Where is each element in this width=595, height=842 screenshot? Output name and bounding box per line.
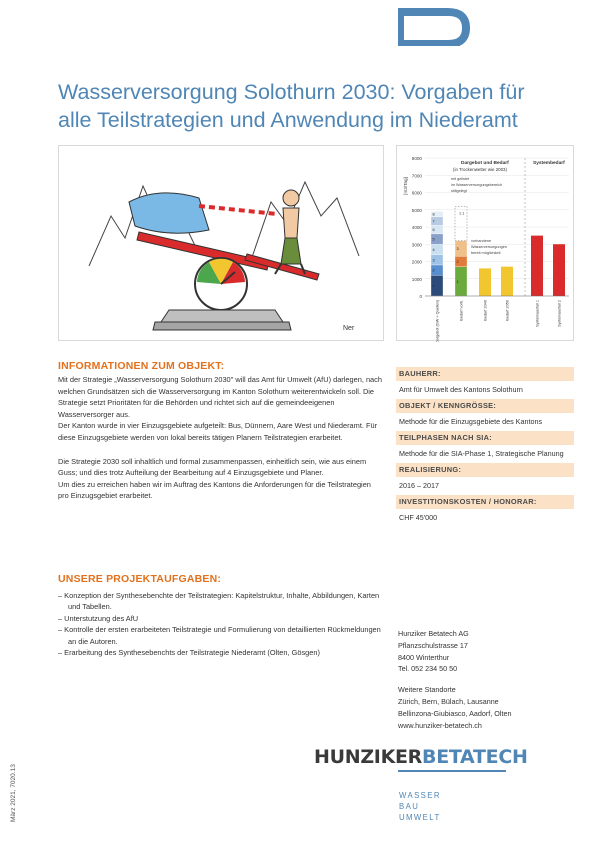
group-label: Dargebot und Bedarf	[461, 161, 509, 166]
logo-mark	[398, 0, 470, 46]
y-tick-label: 4000	[411, 225, 422, 230]
logo-part-betatech: BETATECH	[422, 746, 528, 768]
y-tick-label: 1000	[411, 276, 422, 282]
y-tick-label: 7000	[411, 173, 422, 179]
info-paragraph-4: Um dies zu erreichen haben wir im Auftrag des Kantons die Anforderungen für die Teilstrategien pro Einzugsgebiet erarbeitet.	[58, 479, 371, 501]
segment-label: 6	[432, 228, 435, 233]
fact-value-objekt: Methode für die Einzugsgebiete des Kantons	[399, 417, 543, 426]
fact-label-kosten: INVESTITIONSKOSTEN / HONORAR:	[396, 495, 574, 509]
segment-label: 2	[432, 268, 435, 273]
bar	[479, 268, 491, 296]
locations-heading: Weitere Standorte	[398, 685, 456, 695]
segment-label: 3	[432, 258, 435, 263]
y-axis-label: [m3/Tag]	[403, 177, 408, 195]
segment-label: 3	[456, 247, 459, 252]
segment-label: 7	[432, 219, 435, 224]
y-tick-label: 8000	[411, 156, 422, 161]
category-label: Systemausfall 1	[535, 300, 540, 327]
logo-part-hunziker: HUNZIKER	[314, 746, 423, 768]
info-paragraph-2: Der Kanton wurde in vier Einzugsgebiete aufgeteilt: Bus, Dünnern, Aare West und Niederamt. Für diese Einzugsgebiete werden von lokal bereits tätigen Planern Teilstrategien erarbeitet.	[58, 421, 378, 442]
task-item: – Unterstutzung des AfU	[58, 613, 139, 623]
tagline	[399, 790, 441, 823]
annotation-text: vorhandene	[471, 239, 492, 243]
cartoon-illustration	[58, 145, 384, 341]
fact-label-bauherr: BAUHERR:	[396, 367, 574, 381]
annotation-text: im Wasserversorgungsbereich	[451, 183, 503, 187]
info-heading: INFORMATIONEN ZUM OBJEKT:	[58, 360, 225, 372]
website-link[interactable]: www.hunziker-betatech.ch	[398, 720, 482, 730]
company-street: Pflanzschulstrasse 17	[398, 640, 468, 650]
side-note: März 2021, 7020.13	[10, 764, 17, 822]
bar	[553, 244, 565, 296]
tagline-bau: BAU	[399, 802, 420, 811]
task-item: – Kontrolle der ersten erarbeiteten Teilstrategie und Formulierung von detaillierten Rückmeldungen an die Autoren.	[58, 625, 381, 646]
locations-line-2: Bellinzona-Giubiasco, Aadorf, Olten	[398, 708, 512, 718]
info-paragraph-1: Mit der Strategie „Wasserversorgung Solothurn 2030" will das Amt für Umwelt (AfU) darlegen, nach welchen Grundsätzen sich die Wasserversorgung im Kanton Solothurn weiterentwickeln soll. Die Strategie setzt Prioritäten für die Behörden und richtet sich auf die gemeindeeigenen Wasserversorger aus.	[58, 375, 382, 419]
logo-underline	[398, 770, 506, 772]
tagline-umwelt: UMWELT	[399, 813, 441, 822]
group-label: (in Trockenwetter wie 2003)	[453, 167, 507, 172]
category-label: Bedarf 2040	[483, 300, 488, 321]
dashed-value-label: 1.1	[459, 211, 465, 216]
tasks-list	[58, 590, 388, 658]
bar	[501, 267, 513, 296]
segment-label: 1	[432, 284, 435, 289]
segment-label: 4	[432, 247, 435, 252]
group-label: Systembedarf	[533, 161, 565, 166]
y-tick-label: 6000	[411, 190, 422, 196]
segment-label: 8	[432, 212, 435, 217]
tasks-heading: UNSERE PROJEKTAUFGABEN:	[58, 573, 222, 585]
segment-label: 1	[456, 279, 459, 284]
company-logo	[314, 746, 528, 772]
category-label: Bedarf vorh.	[459, 300, 464, 321]
annotation-text: mit gelistet	[451, 177, 470, 181]
info-text	[58, 374, 383, 502]
fact-label-objekt: OBJEKT / KENNGRÖSSE:	[396, 399, 574, 413]
fact-value-bauherr: Amt für Umwelt des Kantons Solothurn	[399, 385, 523, 394]
locations-line-1: Zürich, Bern, Bülach, Lausanne	[398, 696, 499, 706]
company-city: 8400 Winterthur	[398, 652, 450, 662]
project-facts	[396, 367, 574, 527]
bar-chart	[397, 146, 575, 342]
contact-block	[398, 628, 573, 731]
segment-label: 5	[432, 237, 435, 242]
info-paragraph-3: Die Strategie 2030 soll inhaltlich und formal zusammenpassen, einheitlich sein, wie aus einem Guss; und dies trotz Aufteilung der Bearbeitung auf 4 Einzugsgebiete und Planer.	[58, 456, 367, 478]
fact-label-realisierung: REALISIERUNG:	[396, 463, 574, 477]
y-tick-label: 0	[419, 294, 422, 299]
category-label: Bedarf 2050	[505, 300, 510, 321]
fact-value-realisierung: 2016 – 2017	[399, 481, 439, 490]
tagline-wasser: WASSER	[399, 791, 441, 800]
category-label: Dargebot (GW + Quellen)	[435, 300, 440, 342]
y-tick-label: 3000	[411, 242, 422, 248]
task-item: – Erarbeitung des Synthesebenchts der Teilstrategie Niederamt (Olten, Gösgen)	[58, 648, 320, 658]
chart-container	[396, 145, 574, 341]
company-phone: Tel. 052 234 50 50	[398, 664, 458, 674]
task-item: – Konzeption der Synthesebenchte der Teilstrategien: Kapitelstruktur, Inhalte, Abbildungen, Karten und Tabellen.	[58, 591, 380, 612]
annotation-text: bereit möglichkeit	[471, 251, 501, 255]
fact-value-teilphasen: Methode für die SIA-Phase 1, Strategische Planung	[399, 449, 564, 458]
cartoon-signature: Ner	[343, 325, 355, 332]
page-title: Wasserversorgung Solothurn 2030: Vorgaben für alle Teilstrategien und Anwendung im Niederamt	[58, 80, 525, 132]
annotation-text: stillgelegt	[451, 189, 467, 193]
y-tick-label: 5000	[411, 207, 422, 213]
bar	[531, 236, 543, 296]
fact-value-kosten: CHF 45'000	[399, 513, 438, 522]
y-tick-label: 2000	[411, 259, 422, 265]
category-label: Systemausfall 2	[557, 300, 562, 327]
annotation-text: Wasserversorgungen	[471, 245, 507, 249]
segment-label: 2	[456, 260, 459, 264]
fact-label-teilphasen: TEILPHASEN NACH SIA:	[396, 431, 574, 445]
company-name: Hunziker Betatech AG	[398, 629, 469, 638]
